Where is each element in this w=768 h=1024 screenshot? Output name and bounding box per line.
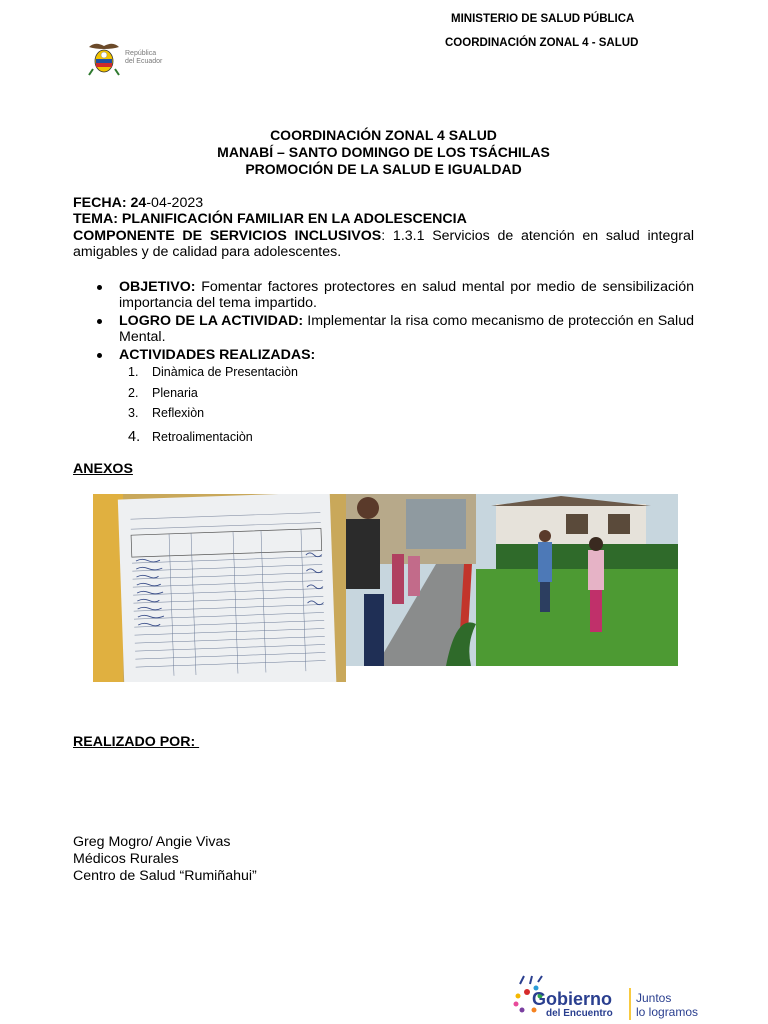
list-item-number: 1.	[128, 365, 139, 379]
fecha-rest: -04-2023	[146, 195, 204, 211]
list-item-label: Retroalimentaciòn	[152, 429, 253, 444]
bullet-logro	[73, 313, 694, 345]
list-item-number: 2.	[128, 385, 139, 400]
title-line-3: PROMOCIÓN DE LA SALUD E IGUALDAD	[245, 161, 522, 177]
logo-text-line1: República	[125, 50, 157, 57]
gobierno-word2: del Encuentro	[546, 1008, 613, 1019]
gobierno-slogan2: lo logramos	[636, 1005, 699, 1019]
objetivo-label: OBJETIVO:	[119, 279, 196, 295]
signature-names: Greg Mogro/ Angie Vivas	[73, 834, 231, 850]
fecha-label: FECHA:	[73, 195, 127, 211]
bullet-list	[73, 279, 694, 365]
actividades-label: ACTIVIDADES REALIZADAS:	[119, 347, 316, 363]
realizado-heading: REALIZADO POR:	[73, 734, 200, 750]
list-item-label: Dinàmica de Presentaciòn	[152, 365, 298, 379]
fecha-line	[73, 195, 694, 211]
attendance-sheet-image	[93, 494, 346, 682]
tema-label: TEMA:	[73, 211, 118, 227]
list-item-label: Plenaria	[152, 385, 198, 400]
document-title	[73, 127, 694, 178]
bullet-dot-icon	[97, 285, 102, 290]
bullet-objetivo	[73, 279, 694, 311]
ecuador-crest-icon	[87, 39, 121, 77]
logro-label: LOGRO DE LA ACTIVIDAD:	[119, 313, 304, 329]
coordination-header: COORDINACIÓN ZONAL 4 - SALUD	[445, 37, 639, 49]
componente-label: COMPONENTE DE SERVICIOS INCLUSIVOS	[73, 228, 382, 244]
list-item-label: Reflexiòn	[152, 406, 205, 420]
tema-line	[73, 211, 694, 227]
gobierno-word1: Gobierno	[532, 989, 612, 1009]
objetivo-value: Fomentar factores protectores en salud mental por medio de sensibilización importancia del tema impartido.	[119, 279, 694, 311]
gobierno-logo-icon	[512, 972, 722, 1024]
bullet-actividades	[73, 347, 694, 363]
componente-value: : 1.3.1 Servicios de atención en salud integral amigables y de calidad para adolescentes.	[73, 228, 694, 260]
bullet-dot-icon	[97, 319, 102, 324]
title-line-2: MANABÍ – SANTO DOMINGO DE LOS TSÁCHILAS	[217, 144, 550, 160]
signature-center: Centro de Salud “Rumiñahui”	[73, 868, 257, 884]
gobierno-slogan1: Juntos	[636, 991, 672, 1005]
logo-text-line2: del Ecuador	[125, 58, 163, 65]
activity-image	[346, 494, 678, 666]
ministry-header: MINISTERIO DE SALUD PÚBLICA	[451, 13, 635, 25]
fecha-day: 24	[130, 195, 147, 211]
list-item-number: 3.	[128, 406, 139, 420]
gobierno-del-encuentro-logo	[512, 972, 722, 1024]
activity-photo	[346, 494, 678, 666]
componente-paragraph	[73, 228, 694, 260]
logro-value: Implementar la risa como mecanismo de protección en Salud Mental.	[119, 313, 694, 345]
anexos-heading: ANEXOS	[73, 461, 133, 477]
list-item-number: 4.	[128, 428, 141, 445]
bullet-dot-icon	[97, 353, 102, 358]
attendance-sheet-photo	[93, 494, 346, 682]
signature-block	[73, 834, 257, 885]
signature-role: Médicos Rurales	[73, 851, 179, 867]
title-line-1: COORDINACIÓN ZONAL 4 SALUD	[270, 127, 497, 143]
tema-value: PLANIFICACIÓN FAMILIAR EN LA ADOLESCENCIA	[121, 211, 467, 227]
ecuador-logo	[87, 38, 177, 78]
